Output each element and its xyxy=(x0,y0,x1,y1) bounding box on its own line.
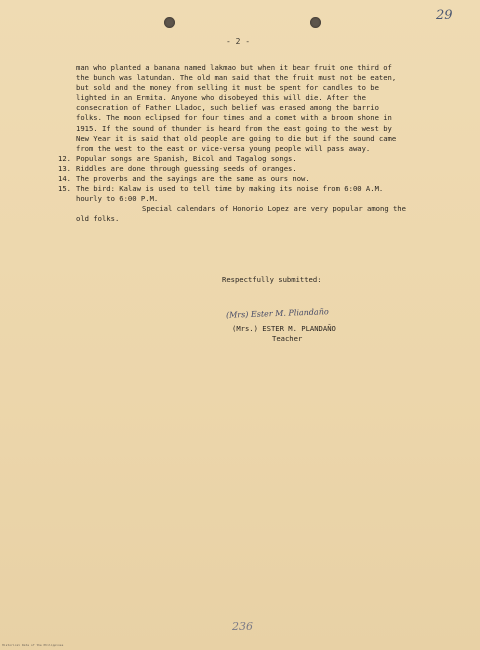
handwritten-signature: (Mrs) Ester M. Pliandaño xyxy=(225,307,329,320)
list-item xyxy=(58,184,406,204)
item-text: The bird: Kalaw is used to tell time by making its noise from 6:00 A.M. hourly to 6:00 P.M. xyxy=(76,184,384,204)
item-text: The proverbs and the sayings are the same as ours now. xyxy=(76,174,310,184)
closing-note: Special calendars of Honorio Lopez are very popular among the old folks. xyxy=(76,204,411,224)
item-number: 13. xyxy=(58,163,71,173)
list-item xyxy=(58,153,406,164)
page-number: - 2 - xyxy=(226,37,251,46)
signer-title: Teacher xyxy=(272,334,303,343)
archive-footer: Historical Data of the Philippines xyxy=(2,643,64,647)
item-text: Popular songs are Spanish, Bicol and Tagalog songs. xyxy=(76,153,297,163)
signer-name: (Mrs.) ESTER M. PLANDAÑO xyxy=(232,324,336,333)
handwritten-page-number: 236 xyxy=(232,620,253,633)
item-text: Riddles are done through guessing seeds of oranges. xyxy=(76,163,297,173)
item-number: 14. xyxy=(58,174,71,184)
numbered-list xyxy=(58,153,406,204)
folio-number: 29 xyxy=(436,8,453,23)
item-number: 15. xyxy=(58,184,71,194)
binder-hole-left xyxy=(164,17,175,28)
paragraph: man who planted a banana named lakmao but when it bear fruit one third of the bunch was latundan. The old man said that the fruit must not be eaten, but sold and the money from selling it must be spent for candles to be lighted in an Ermita. Anyone who disobeyed this will die. After the consecration of Father Lladoc, such belief was erased among the barrio folks. The moon eclipsed for four times and a comet with a broom shone in 1915. If the sound of thunder is heard from the east going to the west by New Year it is said that old people are going to die but if the sound came from the west to the east or vice-versa young people will pass away. xyxy=(76,63,401,153)
list-item xyxy=(58,174,406,184)
binder-hole-right xyxy=(310,17,321,28)
item-number: 12. xyxy=(58,153,71,163)
body-text xyxy=(58,63,411,225)
respectfully-line: Respectfully submitted: xyxy=(222,275,322,284)
list-item xyxy=(58,163,406,174)
